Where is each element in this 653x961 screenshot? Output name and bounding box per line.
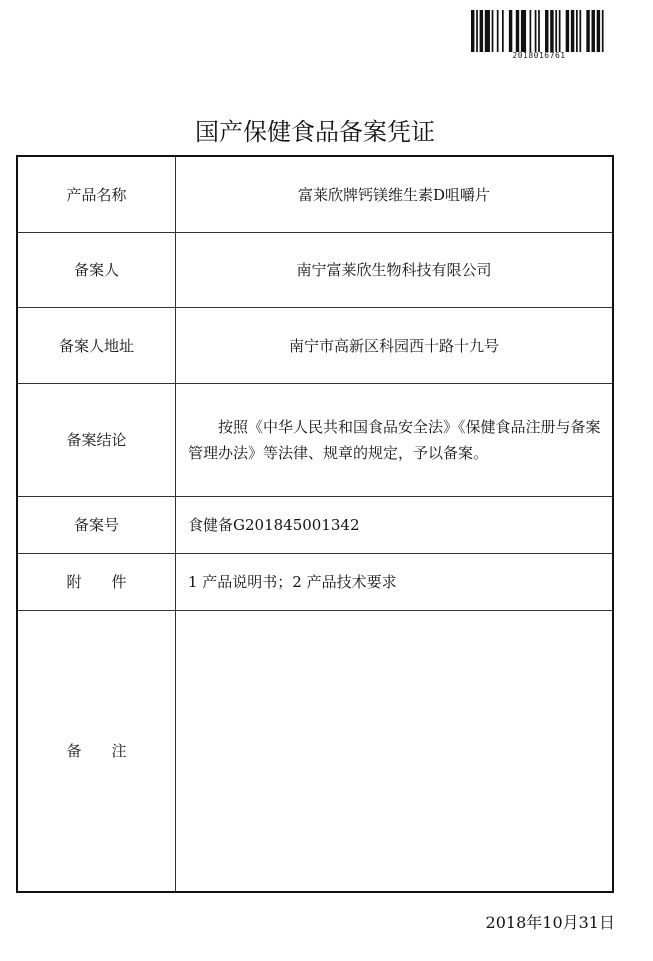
filing-number-value: 食健备G201845001342: [176, 496, 614, 553]
table-row-filing-number: [17, 496, 613, 553]
barcode-bar: [586, 10, 589, 52]
barcode-bar: [597, 10, 600, 52]
barcode-graphic: [471, 10, 607, 52]
remarks-label: 备 注: [17, 610, 176, 892]
barcode-bar: [476, 10, 478, 52]
document-title: 国产保健食品备案凭证: [195, 118, 435, 146]
barcode-bar: [521, 10, 526, 52]
barcode-bar: [530, 10, 532, 52]
attachments-value: 1 产品说明书；2 产品技术要求: [176, 553, 614, 610]
issue-date: 2018年10月31日: [485, 913, 615, 932]
filer-address-label: 备案人地址: [17, 307, 176, 383]
filing-number-label: 备案号: [17, 496, 176, 553]
barcode-bar: [516, 10, 519, 52]
table-row-attachments: [17, 553, 613, 610]
barcode-number: 2018016761: [512, 51, 566, 60]
barcode-bar: [509, 10, 512, 52]
conclusion-cell: [176, 383, 614, 496]
barcode-bar: [592, 10, 595, 52]
table-row-remarks: [17, 610, 613, 892]
table-row-filer-address: [17, 307, 613, 383]
table-row-filer: [17, 232, 613, 307]
conclusion-value: 按照《中华人民共和国食品安全法》《保健食品注册与备案管理办法》等法律、规章的规定，予以备案。: [188, 417, 601, 462]
barcode-bar: [566, 10, 569, 52]
barcode-bar: [555, 10, 557, 52]
barcode-bar: [480, 10, 483, 52]
barcode-bar: [576, 10, 578, 52]
barcode-bar: [485, 10, 490, 52]
barcode-bar: [579, 10, 581, 52]
barcode-bar: [559, 10, 561, 52]
barcode-bar: [602, 10, 604, 52]
barcode-bar: [545, 10, 548, 52]
barcode: [471, 10, 607, 52]
filer-value: 南宁富莱欣生物科技有限公司: [176, 232, 614, 307]
conclusion-label: 备案结论: [17, 383, 176, 496]
table-row-conclusion: [17, 383, 613, 496]
barcode-bar: [497, 10, 499, 52]
certificate-table: [16, 155, 614, 893]
barcode-bar: [492, 10, 494, 52]
filer-label: 备案人: [17, 232, 176, 307]
table-row-product-name: [17, 156, 613, 232]
barcode-bar: [571, 10, 574, 52]
barcode-bar: [502, 10, 504, 52]
attachments-label: 附 件: [17, 553, 176, 610]
product-name-label: 产品名称: [17, 156, 176, 232]
filer-address-value: 南宁市高新区科园西十路十九号: [176, 307, 614, 383]
remarks-value: [176, 610, 614, 892]
barcode-bar: [535, 10, 537, 52]
barcode-bar: [471, 10, 474, 52]
barcode-bar: [550, 10, 553, 52]
barcode-bar: [538, 10, 540, 52]
product-name-value: 富莱欣牌钙镁维生素D咀嚼片: [176, 156, 614, 232]
